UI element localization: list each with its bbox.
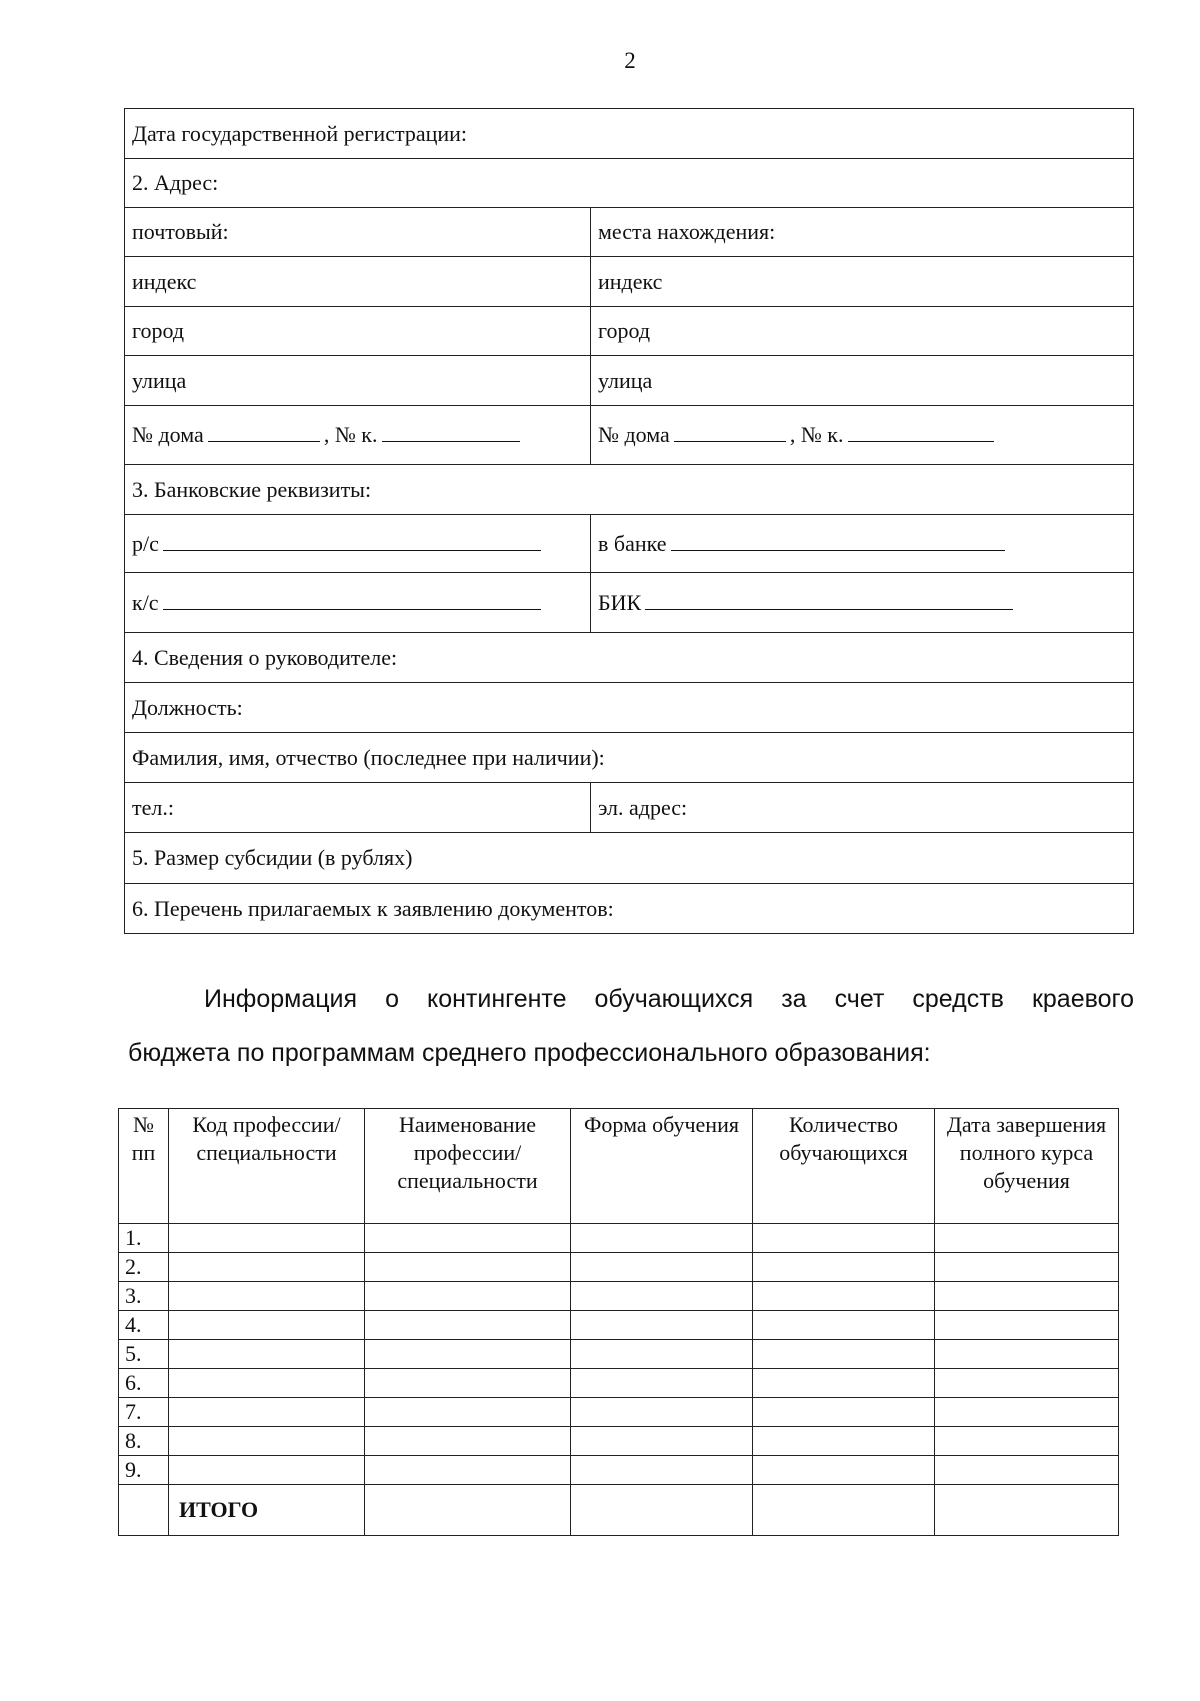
table-row xyxy=(119,1369,1119,1398)
cell xyxy=(169,1398,365,1427)
info-line-2: бюджета по программам среднего профессионального образования: xyxy=(128,1039,931,1067)
row-number: 7. xyxy=(119,1398,169,1427)
cell xyxy=(169,1224,365,1253)
cell xyxy=(365,1369,571,1398)
cell xyxy=(365,1398,571,1427)
house-blank xyxy=(674,423,786,442)
table-row xyxy=(119,1340,1119,1369)
table-row xyxy=(119,1427,1119,1456)
location-house-field xyxy=(591,406,1134,465)
cell xyxy=(169,1427,365,1456)
house-blank xyxy=(208,423,320,442)
address-heading: 2. Адрес: xyxy=(125,159,1134,208)
postal-city-label: город xyxy=(125,307,591,356)
bik-field xyxy=(591,573,1134,633)
cell xyxy=(365,1340,571,1369)
cell xyxy=(119,1485,169,1536)
bank-field xyxy=(591,515,1134,573)
table-row xyxy=(119,1398,1119,1427)
cell xyxy=(935,1340,1119,1369)
house-label: № дома xyxy=(598,422,670,447)
cell xyxy=(753,1224,935,1253)
cell xyxy=(365,1311,571,1340)
row-number: 8. xyxy=(119,1427,169,1456)
cell xyxy=(571,1311,753,1340)
bank-heading: 3. Банковские реквизиты: xyxy=(125,465,1134,515)
cell xyxy=(935,1427,1119,1456)
application-form xyxy=(124,108,1134,934)
table-row xyxy=(119,1253,1119,1282)
col-header-code: Код профессии/ специальности xyxy=(169,1109,365,1224)
postal-house-field xyxy=(125,406,591,465)
students-table xyxy=(118,1108,1119,1536)
cell xyxy=(365,1456,571,1485)
cell xyxy=(753,1369,935,1398)
row-number: 2. xyxy=(119,1253,169,1282)
cell xyxy=(753,1456,935,1485)
table-header-row xyxy=(119,1109,1119,1224)
cell xyxy=(935,1282,1119,1311)
ks-label: к/с xyxy=(132,589,159,615)
ks-field xyxy=(125,573,591,633)
email-label: эл. адрес: xyxy=(591,783,1134,833)
cell xyxy=(571,1224,753,1253)
location-address-label: места нахождения: xyxy=(591,208,1134,257)
cell xyxy=(935,1224,1119,1253)
cell xyxy=(753,1253,935,1282)
cell xyxy=(571,1369,753,1398)
cell xyxy=(169,1340,365,1369)
info-line-1: Информация о контингенте обучающихся за счет средств краевого xyxy=(204,985,1134,1013)
korpus-label: , № к. xyxy=(789,422,844,447)
cell xyxy=(753,1427,935,1456)
cell xyxy=(365,1485,571,1536)
col-header-number: № пп xyxy=(119,1109,169,1224)
table-row xyxy=(119,1311,1119,1340)
row-number: 4. xyxy=(119,1311,169,1340)
registration-date-label: Дата государственной регистрации: xyxy=(125,109,1134,159)
row-number: 6. xyxy=(119,1369,169,1398)
bik-label: БИК xyxy=(598,589,642,615)
korpus-blank xyxy=(848,423,994,442)
col-header-count: Количество обучающихся xyxy=(753,1109,935,1224)
bank-blank xyxy=(671,532,1005,551)
cell xyxy=(753,1485,935,1536)
cell xyxy=(935,1485,1119,1536)
postal-index-label: индекс xyxy=(125,257,591,307)
cell xyxy=(753,1282,935,1311)
house-label: № дома xyxy=(132,422,204,447)
cell xyxy=(935,1253,1119,1282)
table-row xyxy=(119,1224,1119,1253)
total-label: ИТОГО xyxy=(169,1485,365,1536)
korpus-label: , № к. xyxy=(323,422,378,447)
location-street-label: улица xyxy=(591,356,1134,406)
cell xyxy=(169,1282,365,1311)
row-number: 3. xyxy=(119,1282,169,1311)
row-number: 1. xyxy=(119,1224,169,1253)
cell xyxy=(571,1485,753,1536)
cell xyxy=(571,1340,753,1369)
cell xyxy=(571,1398,753,1427)
col-header-date: Дата завершения полного курса обучения xyxy=(935,1109,1119,1224)
table-row xyxy=(119,1282,1119,1311)
students-info-heading xyxy=(128,972,1134,1080)
rs-blank xyxy=(163,532,541,551)
bik-blank xyxy=(645,591,1013,610)
cell xyxy=(571,1456,753,1485)
cell xyxy=(365,1224,571,1253)
postal-address-label: почтовый: xyxy=(125,208,591,257)
cell xyxy=(169,1253,365,1282)
subsidy-label: 5. Размер субсидии (в рублях) xyxy=(125,833,1134,884)
cell xyxy=(935,1456,1119,1485)
rs-field xyxy=(125,515,591,573)
ks-blank xyxy=(163,591,541,610)
cell xyxy=(365,1253,571,1282)
korpus-blank xyxy=(382,423,520,442)
cell xyxy=(935,1398,1119,1427)
cell xyxy=(169,1311,365,1340)
cell xyxy=(935,1369,1119,1398)
cell xyxy=(365,1282,571,1311)
postal-street-label: улица xyxy=(125,356,591,406)
cell xyxy=(753,1398,935,1427)
cell xyxy=(753,1340,935,1369)
cell xyxy=(753,1311,935,1340)
cell xyxy=(571,1282,753,1311)
row-number: 9. xyxy=(119,1456,169,1485)
table-row xyxy=(119,1456,1119,1485)
phone-label: тел.: xyxy=(125,783,591,833)
location-index-label: индекс xyxy=(591,257,1134,307)
row-number: 5. xyxy=(119,1340,169,1369)
col-header-form: Форма обучения xyxy=(571,1109,753,1224)
documents-label: 6. Перечень прилагаемых к заявлению документов: xyxy=(125,884,1134,934)
cell xyxy=(935,1311,1119,1340)
head-heading: 4. Сведения о руководителе: xyxy=(125,633,1134,683)
cell xyxy=(571,1427,753,1456)
cell xyxy=(169,1456,365,1485)
position-label: Должность: xyxy=(125,683,1134,733)
total-row xyxy=(119,1485,1119,1536)
location-city-label: город xyxy=(591,307,1134,356)
rs-label: р/с xyxy=(132,530,159,556)
cell xyxy=(571,1253,753,1282)
bank-label: в банке xyxy=(598,530,667,556)
cell xyxy=(365,1427,571,1456)
page-number: 2 xyxy=(624,48,636,73)
cell xyxy=(169,1369,365,1398)
col-header-name: Наименование профессии/ специальности xyxy=(365,1109,571,1224)
fio-label: Фамилия, имя, отчество (последнее при наличии): xyxy=(125,733,1134,783)
